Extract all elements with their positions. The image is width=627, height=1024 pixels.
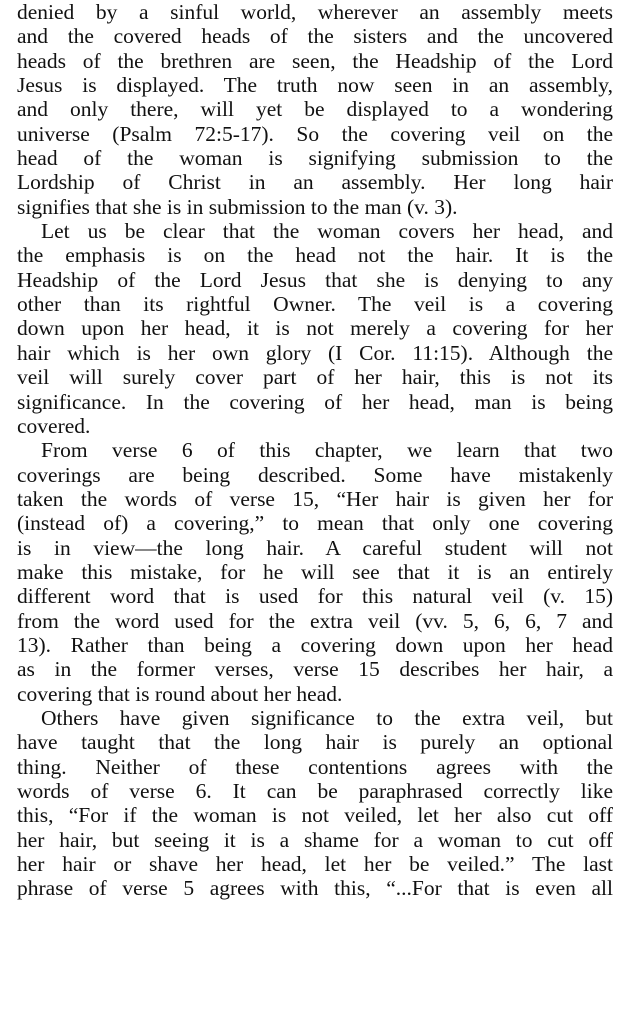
text-line: other than its rightful Owner. The veil is a covering <box>17 292 613 317</box>
paragraph-1 <box>17 0 613 219</box>
text-line: head of the woman is signifying submission to the <box>17 146 613 171</box>
text-line: as in the former verses, verse 15 describes her hair, a <box>17 657 613 682</box>
text-line: make this mistake, for he will see that it is an entirely <box>17 559 613 584</box>
text-line: Lordship of Christ in an assembly. Her long hair <box>17 170 613 195</box>
text-line: from the word used for the extra veil (vv. 5, 6, 6, 7 and <box>17 608 613 633</box>
text-line: From verse 6 of this chapter, we learn that two <box>41 438 613 463</box>
text-line: coverings are being described. Some have mistakenly <box>17 462 613 487</box>
text-line: and the covered heads of the sisters and the uncovered <box>17 24 613 49</box>
text-line: words of verse 6. It can be paraphrased correctly like <box>17 779 613 803</box>
text-line: and only there, will yet be displayed to a wondering <box>17 97 613 122</box>
text-line: universe (Psalm 72:5-17). So the covering veil on the <box>17 121 613 146</box>
text-line: Let us be clear that the woman covers her head, and <box>41 219 613 244</box>
text-line: veil will surely cover part of her hair, this is not its <box>17 365 613 390</box>
text-line: her hair, but seeing it is a shame for a woman to cut off <box>17 827 613 852</box>
text-line: Headship of the Lord Jesus that she is denying to any <box>17 267 613 292</box>
text-line: thing. Neither of these contentions agrees with the <box>17 754 613 779</box>
text-line: signifies that she is in submission to the man (v. 3). <box>17 194 458 219</box>
text-line: covering that is round about her head. <box>17 681 343 706</box>
text-line: different word that is used for this natural veil (v. 15) <box>17 584 613 609</box>
text-line: 13). Rather than being a covering down upon her head <box>17 632 613 657</box>
text-line: this, “For if the woman is not veiled, let her also cut off <box>17 803 613 828</box>
text-line: significance. In the covering of her head, man is being <box>17 389 613 414</box>
text-line: Jesus is displayed. The truth now seen in an assembly, <box>17 73 613 98</box>
paragraph-3 <box>17 438 613 706</box>
paragraph-2 <box>17 219 613 438</box>
text-line: Others have given significance to the extra veil, but <box>41 705 613 730</box>
text-line: covered. <box>17 413 91 438</box>
text-line: heads of the brethren are seen, the Headship of the Lord <box>17 48 613 73</box>
text-line: (instead of) a covering,” to mean that only one covering <box>17 511 613 536</box>
paragraph-4 <box>17 706 613 901</box>
text-line: denied by a sinful world, wherever an assembly meets <box>17 0 613 24</box>
text-line: down upon her head, it is not merely a covering for her <box>17 316 613 341</box>
text-line: have taught that the long hair is purely an optional <box>17 730 613 755</box>
text-line: the emphasis is on the head not the hair. It is the <box>17 243 613 268</box>
text-line: hair which is her own glory (I Cor. 11:15). Although the <box>17 340 613 365</box>
text-line: taken the words of verse 15, “Her hair is given her for <box>17 486 613 511</box>
text-line: phrase of verse 5 agrees with this, “...For that is even all <box>17 876 613 901</box>
text-line: her hair or shave her head, let her be veiled.” The last <box>17 852 613 877</box>
text-line: is in view—the long hair. A careful student will not <box>17 535 613 560</box>
